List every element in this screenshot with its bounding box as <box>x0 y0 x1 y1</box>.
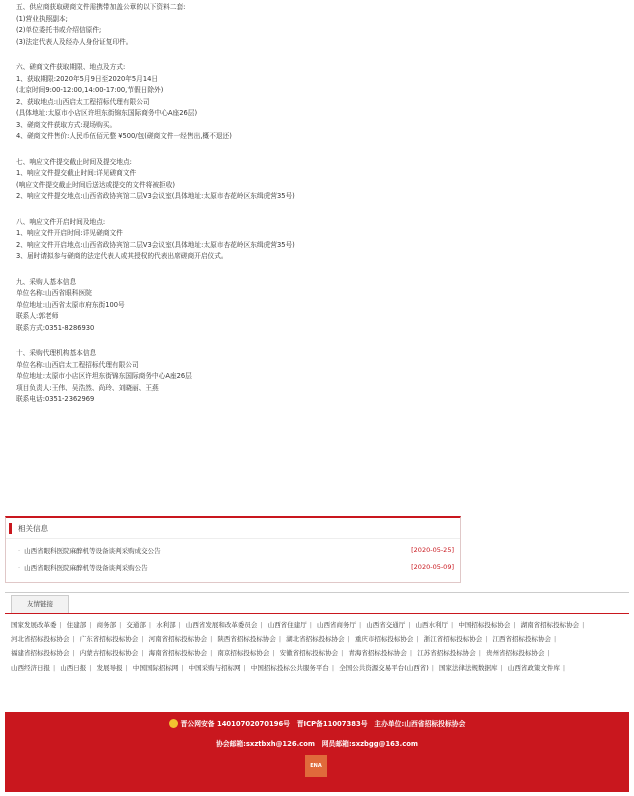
friend-links-tab[interactable]: 友情链接 <box>11 595 69 614</box>
friend-link[interactable]: 中国国际招标网 <box>132 663 179 672</box>
link-separator: | <box>260 621 263 629</box>
link-separator: | <box>451 621 454 629</box>
link-separator: | <box>210 635 213 644</box>
friend-link[interactable]: 湖北省招标投标协会 <box>286 635 345 644</box>
link-separator: | <box>562 663 566 672</box>
link-separator: | <box>309 621 312 629</box>
friend-link[interactable]: 山西日报 <box>60 663 87 672</box>
friend-link[interactable]: 山西水利厅 <box>415 621 449 629</box>
section-line: 联系人:郭老师 <box>16 312 59 320</box>
related-info-header <box>6 518 460 539</box>
friend-link[interactable]: 青海省招标投标协会 <box>348 649 407 658</box>
link-separator: | <box>341 649 344 658</box>
link-separator: | <box>547 649 550 658</box>
link-separator: | <box>210 649 213 658</box>
section-line: 2、响应文件提交地点:山西省政协宾馆二层V3会议室(具体地址:太原市杏花岭区东缉虎营35号) <box>16 192 295 200</box>
link-separator: | <box>72 635 75 644</box>
link-separator: | <box>141 635 144 644</box>
friend-link[interactable]: 山西经济日报 <box>11 663 50 672</box>
link-separator: | <box>347 635 350 644</box>
section-line: 4、磋商文件售价:人民币伍佰元整 ¥500/包(磋商文件一经售出,概不退还) <box>16 132 232 140</box>
related-item-link[interactable]: · 山西省眼科医院麻醉机等设备谈判采购成交公告 <box>18 546 161 555</box>
link-separator: | <box>478 649 481 658</box>
friend-link[interactable]: 山西省交通厅 <box>366 621 406 629</box>
friend-link[interactable]: 河北省招标投标协会 <box>11 635 70 644</box>
friend-link[interactable]: 住建部 <box>66 621 87 629</box>
section-line: 项目负责人:王伟、吴浩然、尚玲、刘晓丽、王燕 <box>16 383 159 392</box>
section-line: 1、响应文件开启时间:详见磋商文件 <box>16 229 123 237</box>
friend-link[interactable]: 河南省招标投标协会 <box>148 635 208 644</box>
friend-link[interactable]: 中国采购与招标网 <box>188 663 241 672</box>
footer-record-line <box>5 718 629 728</box>
friend-link[interactable]: 全国公共资源交易平台(山西省) <box>339 663 429 672</box>
related-info-title: 相关信息 <box>18 523 48 533</box>
related-item-link[interactable]: · 山西省眼科医院麻醉机等设备谈判采购公告 <box>18 563 148 572</box>
section-line: (具体地址:太原市小店区许坦东街锦东国际商务中心A座26层) <box>16 109 198 117</box>
link-separator: | <box>513 621 516 629</box>
section-title: 五、供应商获取磋商文件需携带加盖公章的以下资料二套: <box>16 3 186 11</box>
friend-link[interactable]: 山西省商务厅 <box>316 621 356 629</box>
friend-link[interactable]: 商务部 <box>96 621 117 629</box>
link-separator: | <box>409 649 413 658</box>
section-title: 八、响应文件开启时间及地点: <box>16 217 106 226</box>
friend-link[interactable]: 国家法律法规数据库 <box>439 663 498 672</box>
section-line: 单位名称:山西省眼科医院 <box>16 289 92 297</box>
link-separator: | <box>553 635 557 644</box>
related-info-panel <box>5 516 461 583</box>
section-line: (3)法定代表人及经办人身份证复印件。 <box>16 37 133 46</box>
section-line: 1、响应文件提交截止时间:详见磋商文件 <box>16 169 137 177</box>
link-separator: | <box>181 663 184 672</box>
site-footer <box>5 712 629 792</box>
section-line: 2、响应文件开启地点:山西省政协宾馆二层V3会议室(具体地址:太原市杏花岭区东缉虎营35号) <box>16 240 295 249</box>
section-title: 七、响应文件提交截止时间及提交地点: <box>16 157 132 166</box>
friend-link[interactable]: 重庆市招标投标协会 <box>354 635 414 644</box>
section-title: 六、磋商文件获取期限、地点及方式: <box>16 63 126 71</box>
link-separator: | <box>272 649 275 658</box>
link-separator: | <box>72 649 75 658</box>
section-line: 3、届时请拟参与磋商的法定代表人或其授权的代表出席磋商开启仪式。 <box>16 252 228 260</box>
related-item-date: [2020-05-09] <box>411 563 454 571</box>
friend-link[interactable]: 南京招标投标协会 <box>217 649 270 658</box>
section-line: 3、磋商文件获取方式:现场购买。 <box>16 120 117 129</box>
related-item-date: [2020-05-25] <box>411 546 454 554</box>
link-separator: | <box>485 635 488 644</box>
friend-link[interactable]: 山西省住建厅 <box>267 621 307 629</box>
friend-link[interactable]: 中国招标投标公共服务平台 <box>250 663 329 672</box>
friend-link[interactable]: 交通部 <box>126 621 146 629</box>
section-line: 单位名称:山西启太工程招标代理有限公司 <box>16 360 139 369</box>
link-separator: | <box>278 635 282 644</box>
section-line: (响应文件提交截止时间后送达或提交的文件将被拒收) <box>16 180 176 189</box>
link-separator: | <box>500 663 503 672</box>
section-line: (1)营业执照副本; <box>16 14 68 23</box>
link-separator: | <box>431 663 434 672</box>
link-separator: | <box>148 621 152 629</box>
link-separator: | <box>358 621 362 629</box>
friend-link[interactable]: 江苏省招标投标协会 <box>417 649 476 658</box>
friend-link[interactable]: 海南省招标投标协会 <box>148 649 208 658</box>
link-separator: | <box>125 663 128 672</box>
section-line: 2、获取地点:山西启太工程招标代理有限公司 <box>16 97 150 106</box>
site-badge[interactable]: ENA <box>305 755 327 777</box>
friend-link[interactable]: 中国招标投标协会 <box>458 621 511 629</box>
link-separator: | <box>141 649 144 658</box>
friend-link[interactable]: 陕西省招标投标协会 <box>217 635 276 644</box>
friend-links-body <box>5 613 629 704</box>
footer-record-text: 晋公网安备 14010702070196号 晋ICP备11007383号 主办单位:山西省招标投标协会 <box>180 720 466 728</box>
footer-email-line: 协会邮箱:sxztbxh@126.com 网员邮箱:sxzbgg@163.com <box>215 740 418 748</box>
link-separator: | <box>89 663 92 672</box>
link-separator: | <box>119 621 122 629</box>
link-separator: | <box>178 621 181 629</box>
friend-link[interactable]: 江西省招标投标协会 <box>492 635 551 644</box>
friend-link[interactable]: 湖南省招标投标协会 <box>520 621 580 629</box>
friend-link[interactable]: 贵州省招标投标协会 <box>485 649 545 658</box>
section-line: 单位地址:太原市小店区许坦东街锦东国际商务中心A座26层 <box>16 372 192 380</box>
friend-link[interactable]: 国家发展改革委 <box>11 621 57 629</box>
friend-link[interactable]: 山西省发展和改革委员会 <box>185 621 258 629</box>
section-title: 九、采购人基本信息 <box>16 277 77 286</box>
friend-link[interactable]: 广东省招标投标协会 <box>79 635 139 644</box>
section-line: 联系方式:0351-8286930 <box>16 323 95 332</box>
accent-bar <box>9 523 12 534</box>
section-line: 联系电话:0351-2362969 <box>16 395 95 403</box>
link-separator: | <box>59 621 62 629</box>
section-line: (北京时间9:00-12:00,14:00-17:00,节假日除外) <box>16 86 164 94</box>
friend-link[interactable]: 浙江省招标投标协会 <box>423 635 483 644</box>
link-separator: | <box>243 663 246 672</box>
section-line: 单位地址:山西省太原市府东街100号 <box>16 300 125 309</box>
link-separator: | <box>53 663 56 672</box>
friend-link[interactable]: 水利部 <box>156 621 176 629</box>
friend-link[interactable]: 安徽省招标投标协会 <box>279 649 339 658</box>
friend-links-panel <box>5 592 629 705</box>
friend-link[interactable]: 福建省招标投标协会 <box>11 649 70 658</box>
related-item[interactable] <box>18 563 454 572</box>
link-separator: | <box>408 621 411 629</box>
link-separator: | <box>331 663 335 672</box>
friend-links-list <box>11 618 591 675</box>
notice-body <box>16 2 466 406</box>
police-emblem-icon <box>169 719 178 728</box>
section-line: 1、获取期限:2020年5月9日至2020年5月14日 <box>16 74 159 83</box>
section-title: 十、采购代理机构基本信息 <box>16 349 97 357</box>
link-separator: | <box>416 635 419 644</box>
friend-link[interactable]: 发展导报 <box>96 663 123 672</box>
related-item[interactable] <box>18 546 454 555</box>
link-separator: | <box>89 621 92 629</box>
friend-link[interactable]: 山西省政策文件库 <box>507 663 560 672</box>
section-line: (2)单位委托书或介绍信原件; <box>16 26 102 34</box>
link-separator: | <box>582 621 585 629</box>
friend-link[interactable]: 内蒙古招标投标协会 <box>79 649 139 658</box>
